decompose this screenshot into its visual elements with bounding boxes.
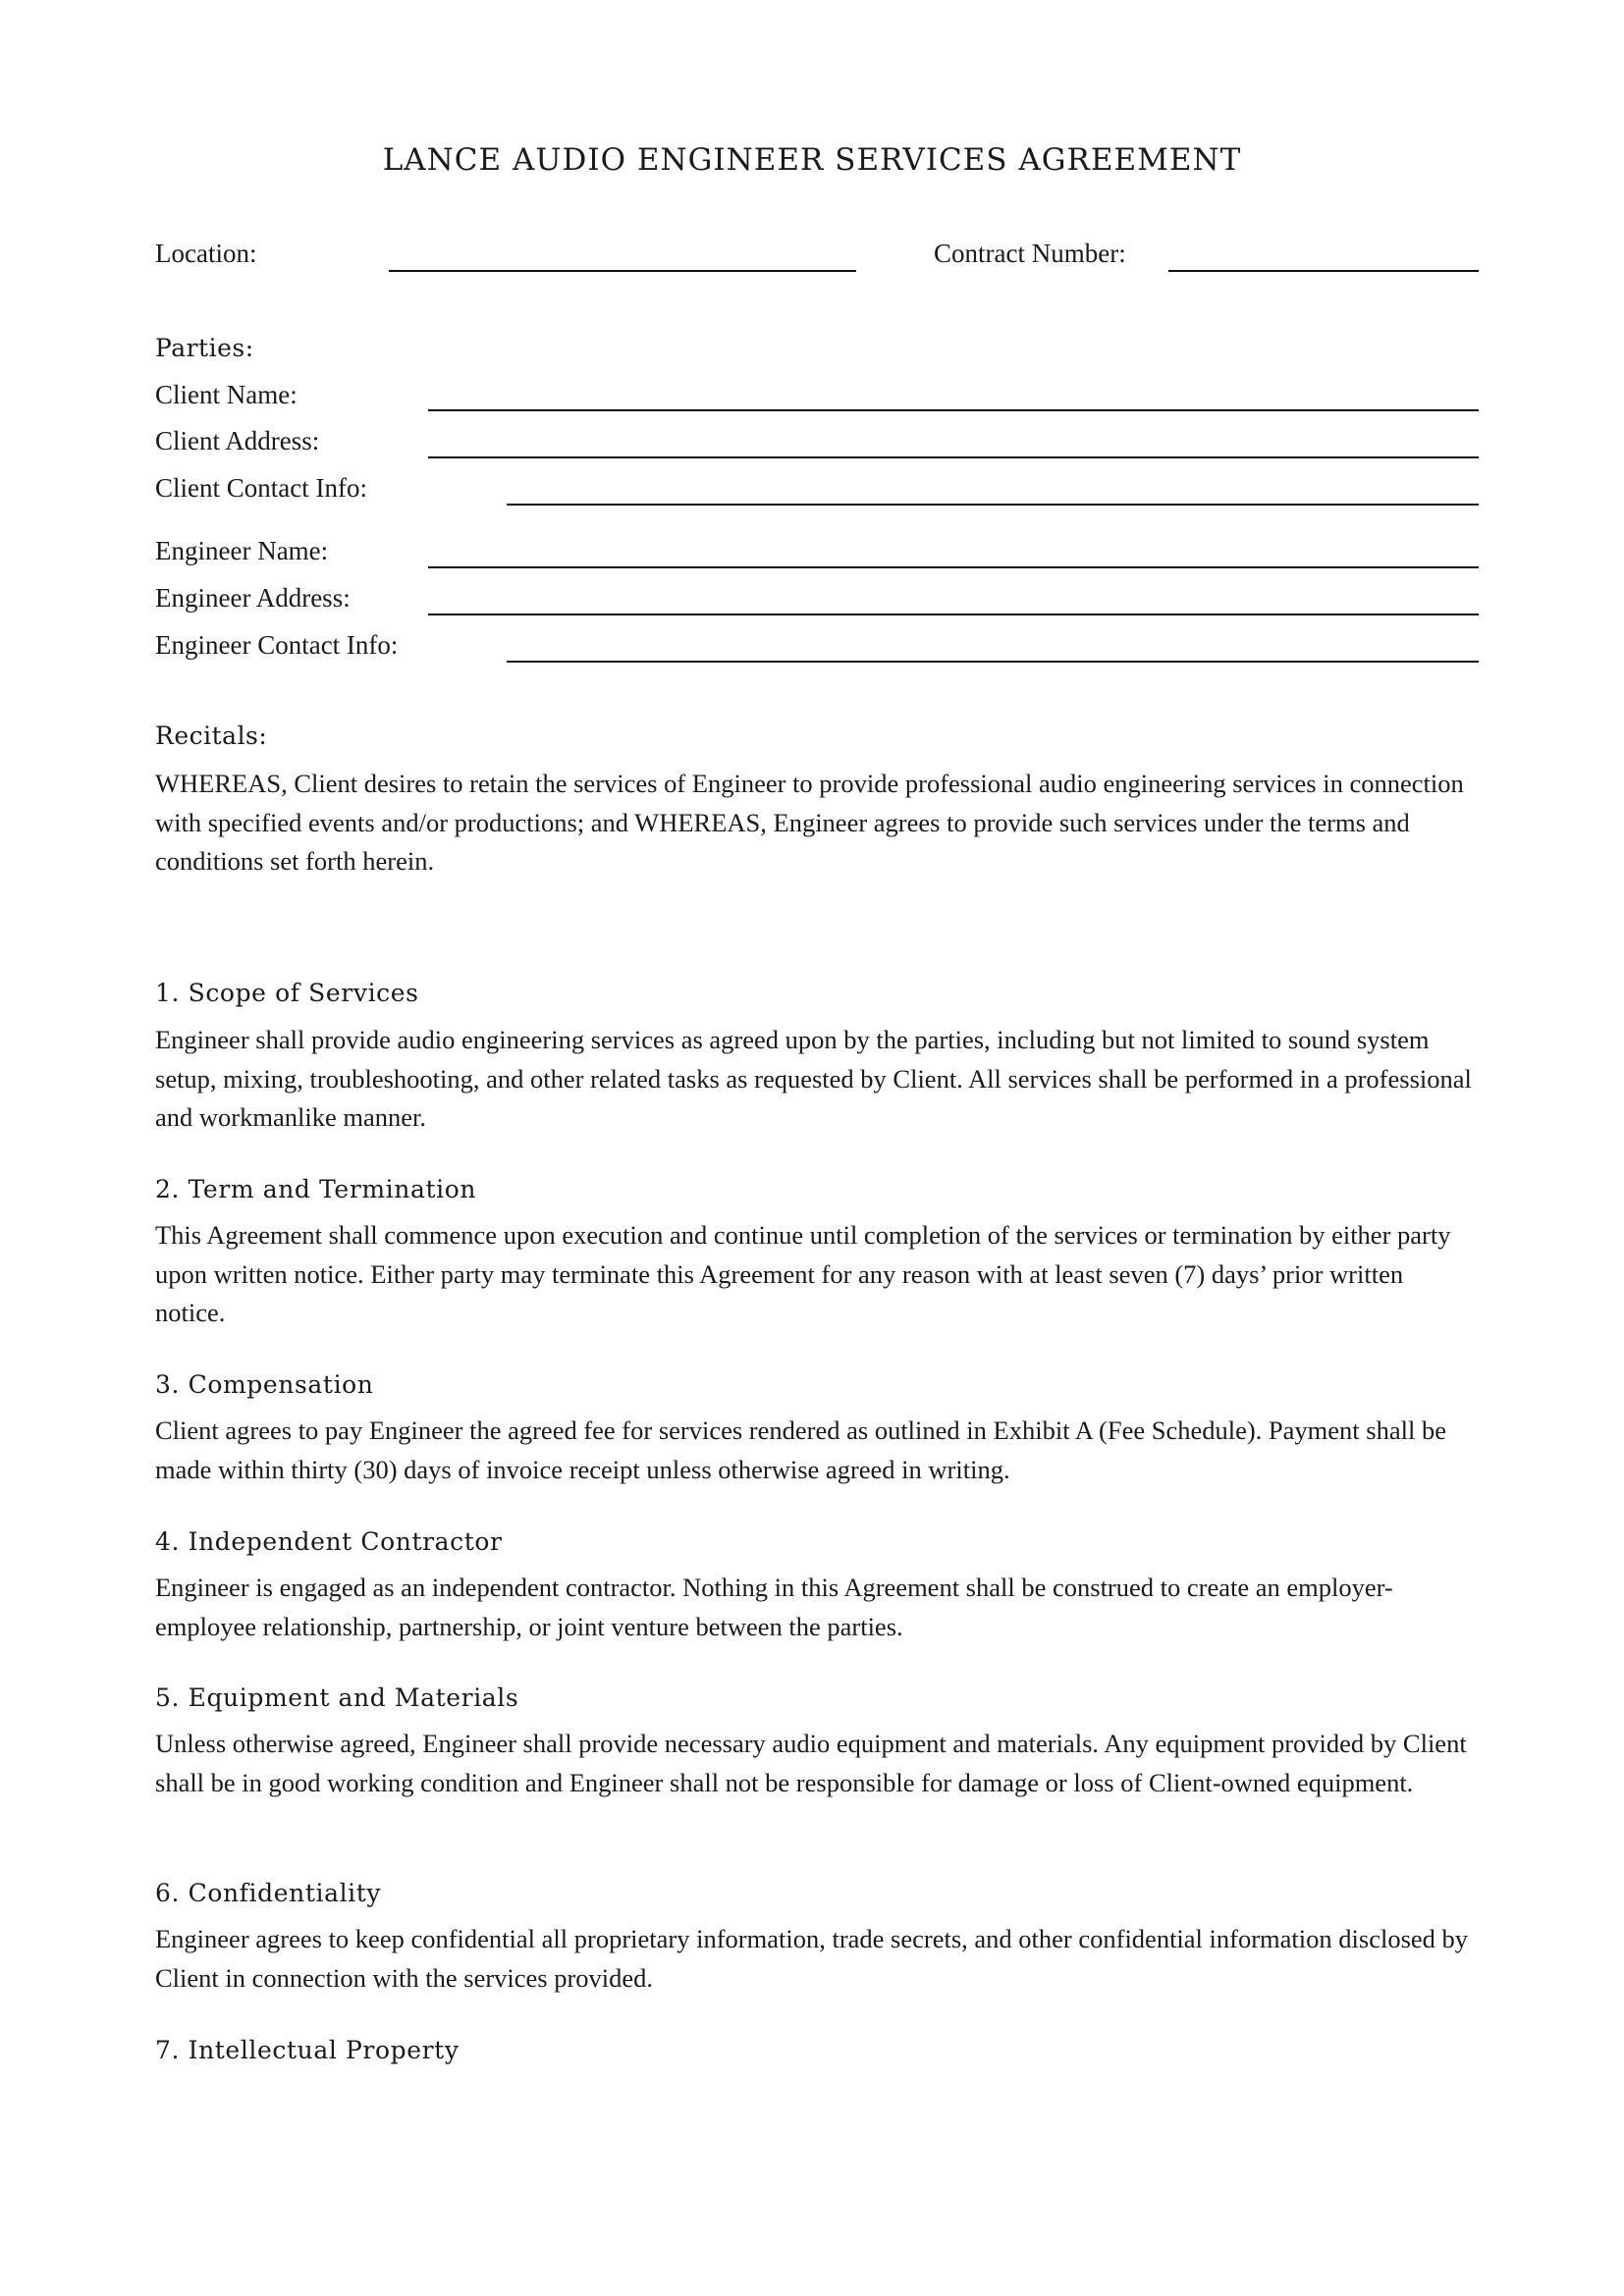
recitals-label: Recitals: [155, 721, 268, 750]
engineer-contact-label: Engineer Contact Info: [155, 630, 399, 660]
section-heading: 5. Equipment and Materials [155, 1683, 519, 1712]
document-title: LANCE AUDIO ENGINEER SERVICES AGREEMENT [382, 141, 1242, 178]
client-name-label: Client Name: [155, 380, 298, 409]
location-field[interactable] [389, 270, 856, 272]
section-heading: 7. Intellectual Property [155, 2036, 460, 2064]
section-heading: 6. Confidentiality [155, 1879, 382, 1907]
section-text: Client agrees to pay Engineer the agreed fee for services rendered as outlined in Exhibit A (Fee Schedule). Payment shall be made within thirty (30) days of invoice receipt unless otherwise agreed in writing. [155, 1415, 1446, 1484]
section-heading: 2. Term and Termination [155, 1175, 477, 1203]
client-contact-field[interactable] [507, 504, 1479, 506]
client-address-label: Client Address: [155, 426, 320, 455]
client-name-field[interactable] [428, 409, 1479, 411]
section-heading: 3. Compensation [155, 1370, 374, 1399]
parties-label: Parties: [155, 334, 254, 362]
engineer-contact-field[interactable] [507, 661, 1479, 663]
client-address-field[interactable] [428, 456, 1479, 458]
section-text: This Agreement shall commence upon execution and continue until completion of the services or termination by either party upon written notice. Either party may terminate this Agreement for any reason with at least seven (7) days’ prior written notice. [155, 1220, 1451, 1327]
engineer-name-label: Engineer Name: [155, 536, 329, 565]
section-text: Engineer agrees to keep confidential all proprietary information, trade secrets, and other confidential information disclosed by Client in connection with the services provided. [155, 1924, 1469, 1993]
section-heading: 4. Independent Contractor [155, 1527, 503, 1556]
recitals-text: WHEREAS, Client desires to retain the services of Engineer to provide professional audio engineering services in connection with specified events and/or productions; and WHEREAS, Engineer agrees to provide such services under the terms and conditions set forth herein. [155, 769, 1464, 876]
section-text: Engineer is engaged as an independent contractor. Nothing in this Agreement shall be construed to create an employer-employee relationship, partnership, or joint venture between the parties. [155, 1573, 1393, 1641]
contract-number-field[interactable] [1168, 270, 1479, 272]
engineer-name-field[interactable] [428, 566, 1479, 568]
engineer-address-field[interactable] [428, 614, 1479, 615]
section-text: Engineer shall provide audio engineering services as agreed upon by the parties, including but not limited to sound system setup, mixing, troubleshooting, and other related tasks as requested by Client. All services shall be performed in a professional and workmanlike manner. [155, 1025, 1472, 1132]
client-contact-label: Client Contact Info: [155, 473, 367, 503]
contract-number-label: Contract Number: [934, 239, 1126, 268]
location-label: Location: [155, 239, 257, 268]
section-text: Unless otherwise agreed, Engineer shall provide necessary audio equipment and materials. Any equipment provided by Client shall be in good working condition and Engineer shall not be responsible for damage or loss of Client-owned equipment. [155, 1729, 1467, 1797]
section-heading: 1. Scope of Services [155, 979, 419, 1007]
engineer-address-label: Engineer Address: [155, 583, 351, 613]
